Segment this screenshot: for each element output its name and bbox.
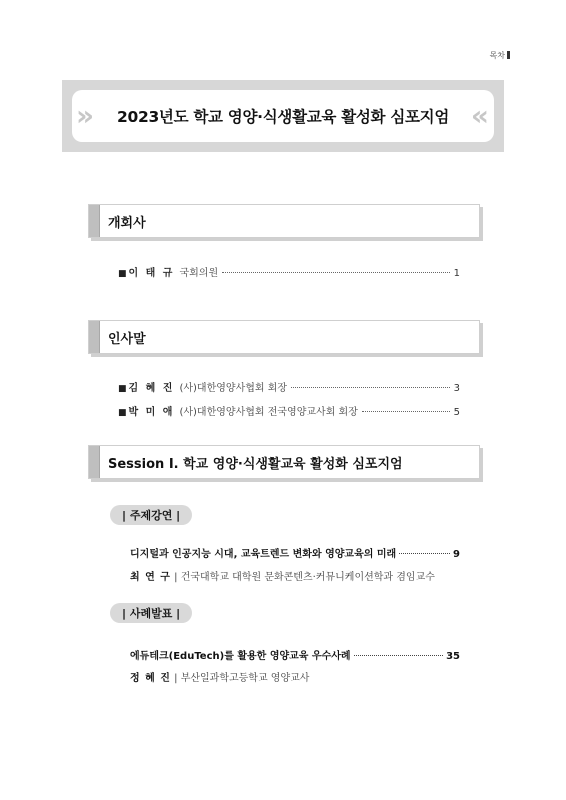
section-header-greeting [88,320,480,354]
entry-name: 이 태 규 [128,268,175,279]
bullet-square-icon: ■ [118,269,127,279]
speaker-affiliation: | 부산일과학고등학교 영양교사 [174,673,310,684]
case-label-pill: | 사례발표 | [110,603,192,623]
toc-entry-greeting-1[interactable] [118,379,460,394]
dot-leader [222,272,450,273]
section-title: 인사말 [108,331,146,347]
left-chevron-ornament-icon: » [76,99,86,132]
bullet-square-icon: ■ [118,384,127,394]
case-speaker [130,669,309,684]
section-title: 개회사 [108,215,146,231]
dot-leader [291,387,450,388]
entry-page: 1 [453,268,460,279]
bullet-square-icon: ■ [118,408,127,418]
dot-leader [354,655,444,656]
keynote-label-pill: | 주제강연 | [110,505,192,525]
entry-desc: (사)대한영양사협회 회장 [179,383,288,394]
section-accent-bar [89,321,100,353]
talk-title: 디지털과 인공지능 시대, 교육트렌드 변화와 영양교육의 미래 [130,549,397,560]
entry-page: 5 [453,407,460,418]
right-chevron-ornament-icon: « [470,99,480,132]
section-header-opening [88,204,480,238]
keynote-speaker [130,568,435,583]
section-header-session1 [88,445,480,479]
banner-title: 2023년도 학교 영양·식생활교육 활성화 심포지엄 [116,108,450,126]
entry-desc: (사)대한영양사협회 전국영양교사회 회장 [179,407,358,418]
section-accent-bar [89,205,100,237]
entry-name: 박 미 애 [128,407,175,418]
entry-page: 3 [453,383,460,394]
entry-desc: 국회의원 [179,268,219,279]
entry-name: 김 혜 진 [128,383,175,394]
section-title: Session Ⅰ. 학교 영양·식생활교육 활성화 심포지엄 [108,456,403,472]
toc-entry-case[interactable] [130,647,460,662]
speaker-name: 정 혜 진 [130,673,171,684]
toc-entry-greeting-2[interactable] [118,403,460,418]
toc-entry-keynote[interactable] [130,545,460,560]
section-accent-bar [89,446,100,478]
corner-tag-bar [507,51,510,59]
toc-entry-opening-1[interactable] [118,264,460,279]
speaker-name: 최 연 구 [130,572,171,583]
toc-corner-tag [490,50,510,61]
talk-title: 에듀테크(EduTech)를 활용한 영양교육 우수사례 [130,651,351,662]
speaker-affiliation: | 건국대학교 대학원 문화콘텐츠·커뮤니케이션학과 겸임교수 [174,572,435,583]
dot-leader [399,553,450,554]
banner [72,90,494,142]
entry-page: 9 [453,549,460,560]
corner-tag-label: 목차 [489,51,505,60]
entry-page: 35 [446,651,460,662]
dot-leader [362,411,450,412]
